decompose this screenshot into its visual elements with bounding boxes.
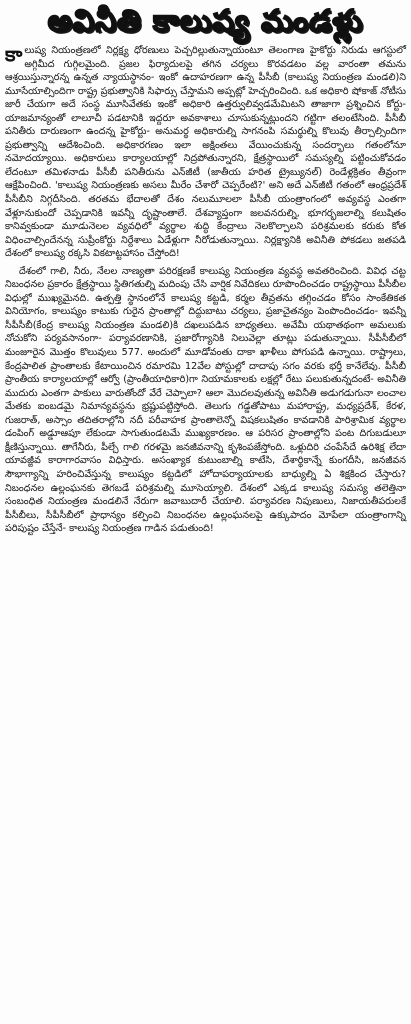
paragraph-1-text: లుష్య నియంత్రణలో నిర్లక్ష్య ధోరణులు పెచ్చరిల్లుతున్నాయంటూ తెలంగాణ హైకోర్టు నిరుడు ఆగస్టులో అగ్గిమీద గుగ్గిలమైంది. ప్రజల ఫిర్యాదులపై తగిన చర్యలు కొరవడటం వల్ల వారంతా తమను ఆశ్రయిస్తున్నారన్న ఉన్నత న్యాయస్థానం- ఇంకో ఉదాహరణగా ఉన్న పీసీబీ (కాలుష్య నియంత్రణ మండలి)ని మూసేయాల్సిందిగా రాష్ట్ర ప్రభుత్వానికి సిఫార్సు చేస్తామని అప్పట్లో హెచ్చరించింది. ఒక అధికారి షోకాజ్ నోటీసు జారీ చేయగా అదే సంస్థ మూసివేతకు ఇంకో అధికారి ఉత్తర్వులివ్వడమేమిటని తాజాగా ప్రశ్నించిన కోర్టు- యాజమాన్యంతో లాలూచీ పడటానికి ఇద్దరూ అవకాశాలు చూసుకున్నట్లుందని గట్టిగా తలంటేసింది. పీసీబీ పనితీరు దారుణంగా ఉందన్న హైకోర్టు- అనుమర్థ అధికారుల్ని సాగనంపి సమర్థుల్ని కొలువు తీర్చాల్సిందిగా ప్రభుత్వాన్ని ఆదేశించింది. అధికారగణం ఇలా అక్షింతలు వేయించుకున్న సందర్భాలు గతంలోనూ నమోదయ్యాయి. అధికారులు కార్యాలయాల్లో నిద్రపోతున్నారని, క్షేత్రస్థాయిలో సమస్యల్ని పట్టించుకోవడం లేదంటూ తమిళనాడు పీసీబీ పనితీరును ఎన్‌జీటీ (జాతీయ హరిత ట్రైబ్యునల్) రెండేళ్లక్రితం తీవ్రంగా ఆక్షేపించింది. 'కాలుష్య నియంత్రణకు అసలు మీరేం చేశారో చెప్పరేంటి?' అని అదే ఎన్‌జీటీ గతంలో ఆంధ్రప్రదేశ్ పీసీబీని నిగ్గదీసింది. తరతమ భేదాలతో దేశం నలుమూలలా పీసీబీ యంత్రాంగంలో అవ్యవస్థ ఎంతగా వేళ్లూనుకుందో చెప్పడానికి ఇవన్నీ దృష్టాంతాలే. దేశవ్యాప్తంగా జలవనరుల్ని, భూగర్భజలాల్ని కలుషితం కానివ్వకుండా మూడునెలల వ్యవధిలో వ్యర్థాల శుద్ధి కేంద్రాలు నెలకొల్పాలని పరిశ్రమలకు కరుకు కోత విధించాల్సిందేనన్న సుప్రీంకోర్టు నిర్దేశాలు ఏడేళ్లుగా నీరోడుతున్నాయి. నిర్లక్ష్యానికి అవినీతి పోకడలు జతపడి దేశంలో కాలుష్య రక్కసి వికటాట్టహాసం చేస్తోంది! (5, 45, 406, 260)
article-paragraph-1 (5, 44, 406, 261)
article-headline: అవినీతి కాలుష్య మండళ్లు (47, 4, 364, 39)
article-body (5, 44, 406, 536)
headline-banner (5, 0, 406, 44)
drop-cap: కా (5, 42, 23, 66)
article-paragraph-2: దేశంలో గాలి, నీరు, నేలల నాణ్యతా పరిరక్షణకే కాలుష్య నియంత్రణ వ్యవస్థ అవతరించింది. వివిధ చట్ట నిబంధనల ప్రకారం క్షేత్రస్థాయి స్థితిగతుల్ని మదింపు చేసి వార్షిక నివేదికలు రూపొందించడం రాష్ట్రస్థాయి పీసీబీల విధుల్లో ముఖ్యమైనది. ఉత్పత్తి స్థానంలోనే కాలుష్య కట్టడి, కర్మల తీవ్రతను తగ్గించడం కోసం సాంకేతికత వినియోగం, కాలుష్యం కాటుకు గురైన ప్రాంతాల్లో దిద్దుబాటు చర్యలు, ప్రజాచైతన్యం పెంపొందించడం- ఇవన్నీ సీపీసీబీ(కేంద్ర కాలుష్య నియంత్రణ మండలి)కి దఖలుపడిన బాధ్యతలు. అవేమీ యథాతథంగా అమలుకు నోచుకోని పర్యవసానంగా- పర్యావరణానికి, ప్రజారోగ్యానికి నిలువెల్లా తూట్లు పడుతున్నాయి. సీపీసీబీలో మంజూరైన మొత్తం కొలువులు 577. అందులో మూడోవంతు దాకా ఖాళీలు పోగుపడి ఉన్నాయి. రాష్ట్రాలు, కేంద్రపాలిత ప్రాంతాలకు కేటాయించిన రమారమి 12వేల పోస్టుల్లో దాదాపు సగం వరకు భర్తీ కానేలేవు. పీసీబీ ప్రాంతీయ కార్యాలయాల్లో ఆర్వో (ప్రాంతీయాధికారి)గా నియామకాలకు లక్షల్లో రేటు పలుకుతున్నదంటే- అవినీతి ముదురు ఎంతగా పాకులు వారుతోందో వేరే చెప్పాలా? ఆలా మొదలవుతున్న అవినీతి అడుగడుగునా లంచాల మేతకు ఐంబడమై నిమాన్యవస్థను భ్రష్టుపట్టిస్తోంది. తెలుగు గడ్డతోపాటు మహారాష్ట్ర, మధ్యప్రదేశ్, కేరళ, గుజరాత్, అస్సాం తదితరాల్లోని నదీ పరీవాహక ప్రాంతాలెన్నో విషకలుషితం కావడానికి పారిశ్రామిక వ్యర్థాల డంపింగ్ అడ్డూఆపూ లేకుండా సాగుతుండటమే ముఖ్యకారణం. ఆ పరిసర ప్రాంతాల్లోని పంట దిగుబడులూ క్షీణిస్తున్నాయి. తాగేనీరు, పీల్చే గాలి గరళమై జనజీవనాన్ని కృశింపజేస్తోంది. ఒళ్లుదిరి చంపేసేదే ఉరిశిక్ష లేదా యావజ్జీవ కారాగారవాసం విధిస్తారు. అసంఖ్యాక కుటుంబాల్ని కాటేసి, దేశార్థికాన్నే కుంగదీసి, జనజీవన సౌభాగ్యాన్ని హరించివేస్తున్న కాలుష్యం కట్టడిలో హోదాపర్యాయాలకు బాధ్యుల్ని ఏ శిక్షకింద చేస్తారు? నిబంధనల ఉల్లంఘనకు తెగబడే పరిశ్రమల్ని మూసెయ్యాలి. దేశంలో ఎక్కడ కాలుష్య సమస్య తలెత్తినా సంబంధిత నియంత్రణ మండలినే నేరుగా జవాబుదారీ చేయాలి. పర్యావరణ నిపుణులు, నిజాయతీపరులకే పీసీబీలు, సీపీసీబీలో ప్రాధాన్యం కల్పించి నిబంధనల ఉల్లంఘనలపై ఉక్కుపాదం మోపేలా యంత్రాంగాన్ని పరిపుష్టం చేస్తేనే- కాలుష్య నియంత్రణ గాడిన పడుతుంది! (5, 265, 406, 535)
